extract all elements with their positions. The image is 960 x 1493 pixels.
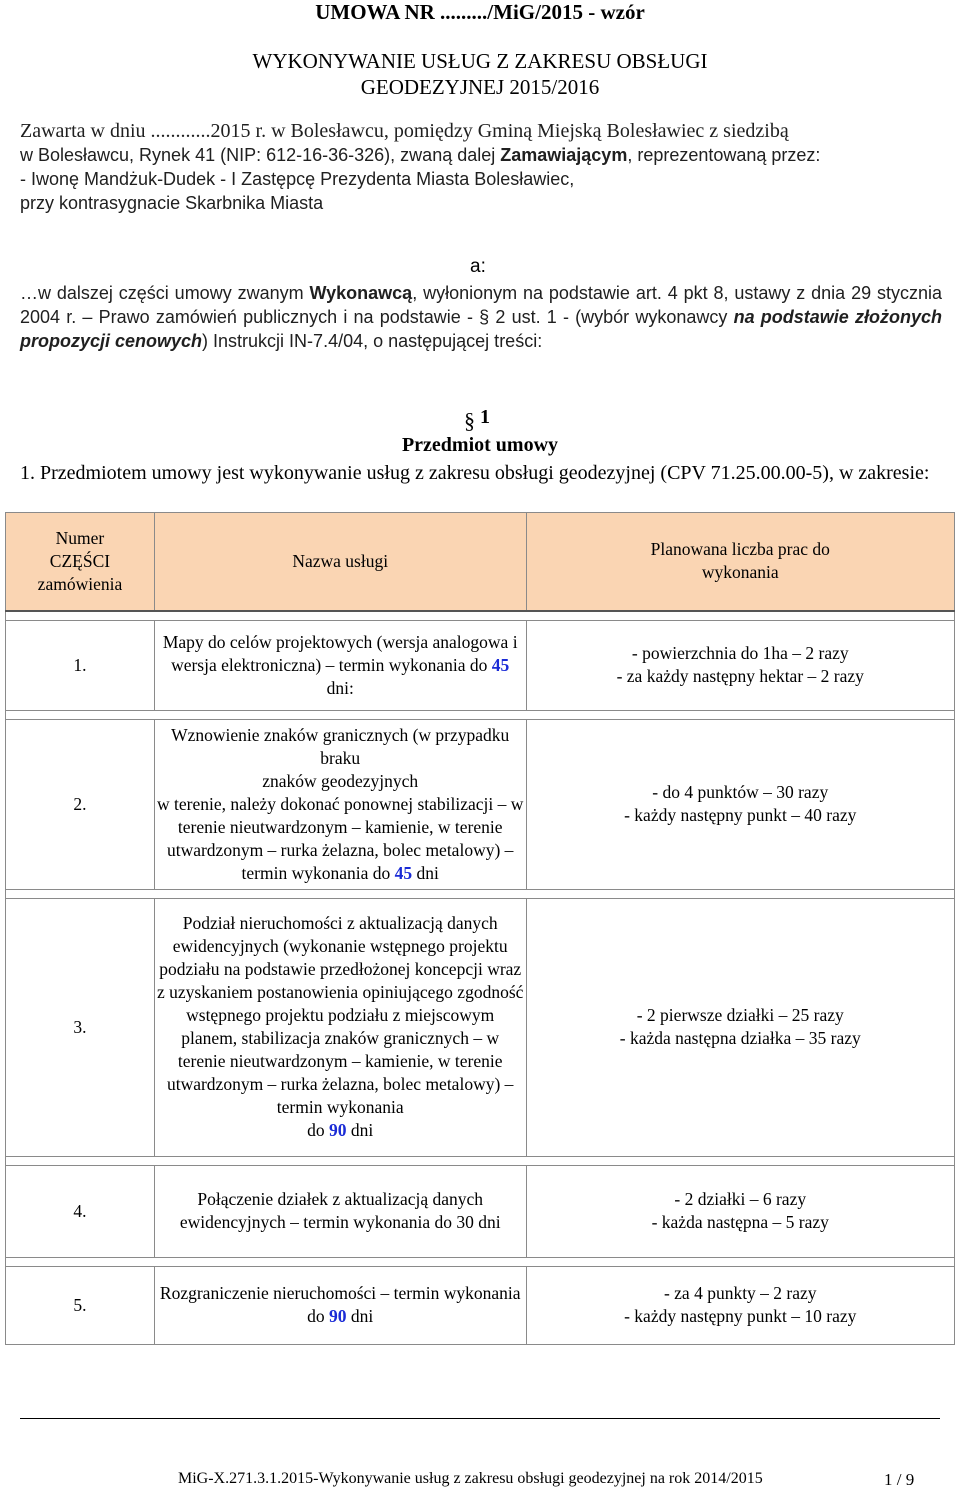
- header-number: [6, 513, 155, 611]
- service-name: [154, 898, 526, 1156]
- document-subject-title-line2: GEODEZYJNEJ 2015/2016: [360, 75, 600, 99]
- service-name: [154, 719, 526, 889]
- planned-count-line: - każda następna – 5 razy: [651, 1212, 829, 1232]
- header-service-name: Nazwa usługi: [154, 513, 526, 611]
- service-name-line: [155, 770, 526, 793]
- service-name: [154, 620, 526, 710]
- service-name-text: Rozgraniczenie nieruchomości – termin wykonania: [159, 1283, 521, 1303]
- footer-rule: [20, 1418, 940, 1419]
- intro-line-1: [20, 119, 945, 143]
- table-row: [6, 620, 955, 710]
- row-spacer-cell: [6, 611, 955, 621]
- row-spacer: [6, 710, 955, 719]
- service-name-line: [155, 839, 526, 862]
- service-name-line: [155, 862, 526, 885]
- service-name-line: [155, 1004, 526, 1027]
- page-number: 1 / 9: [884, 1470, 915, 1489]
- service-name-text: ewidencyjnych (wykonanie wstępnego projektu: [172, 936, 508, 956]
- deadline-unit: dni: [412, 862, 439, 883]
- deadline-days: 45: [491, 654, 510, 675]
- contract-title: UMOWA NR ........./MiG/2015 - wzór: [315, 0, 645, 24]
- intro-address: w Bolesławcu, Rynek 41 (NIP: 612-16-36-326), zwaną dalej: [20, 145, 501, 165]
- service-name-line: [155, 793, 526, 816]
- row-number: 4.: [6, 1165, 155, 1257]
- section-sign: §: [464, 408, 475, 433]
- footer-reference: MiG-X.271.3.1.2015-Wykonywanie usług z zakresu obsługi geodezyjnej na rok 2014/2015: [178, 1470, 763, 1487]
- service-name-line: [155, 958, 526, 981]
- contractor-part2: , wyłonionym na podstawie art. 4 pkt 8, ustawy z dnia 29 stycznia 2004 r. – Prawo zamówień publicznych i na podstawie - § 2 ust. 1 - (wybór wykonawcy: [20, 283, 942, 327]
- row-spacer: [6, 1257, 955, 1266]
- header-count-line: wykonania: [701, 562, 779, 583]
- service-name-text: terenie nieutwardzonym – kamienie, w terenie: [177, 1051, 503, 1071]
- contractor-paragraph: [20, 281, 942, 353]
- service-name: [154, 1165, 526, 1257]
- row-spacer-cell: [6, 1156, 955, 1165]
- service-name-text: wstępnego projektu podziału z miejscowym: [186, 1005, 495, 1025]
- subject-paragraph: 1. Przedmiotem umowy jest wykonywanie usług z zakresu obsługi geodezyjnej (CPV 71.25.00.00-5), w zakresie:: [20, 462, 930, 484]
- service-name-line: dni:: [326, 677, 354, 698]
- service-name: [154, 1266, 526, 1344]
- service-name-text: do: [307, 1120, 329, 1140]
- service-name-line: [155, 1096, 526, 1119]
- party-separator-a: a:: [470, 256, 486, 277]
- planned-count: [526, 719, 955, 889]
- service-name-line: [155, 1119, 526, 1142]
- row-number: 1.: [6, 620, 155, 710]
- service-name-text: planem, stabilizacja znaków granicznych – w: [181, 1028, 500, 1048]
- service-name-text: wersja elektroniczna) – termin wykonania do: [171, 654, 492, 675]
- row-spacer-cell: [6, 889, 955, 898]
- header-count-line: Planowana liczba prac do: [650, 539, 830, 560]
- service-name-text: Podział nieruchomości z aktualizacją danych: [182, 913, 498, 933]
- deadline-days: 90: [329, 1306, 347, 1326]
- planned-count: [526, 1165, 955, 1257]
- ordering-party-term: Zamawiającym: [500, 145, 628, 165]
- intro-line-3: - Iwonę Mandżuk-Dudek - I Zastępcę Prezydenta Miasta Bolesławiec,: [20, 169, 575, 189]
- planned-count-line: - każdy następny punkt – 40 razy: [624, 805, 857, 825]
- document-subject-title-line1: WYKONYWANIE USŁUG Z ZAKRESU OBSŁUGI: [252, 49, 708, 73]
- intro-line-2: [20, 143, 945, 167]
- service-name-line: [155, 981, 526, 1004]
- contractor-italic: na podstawie złożonych propozycji cenowych: [20, 307, 943, 351]
- service-name-line: [155, 1073, 526, 1096]
- header-number-line: zamówienia: [37, 573, 123, 594]
- row-spacer-cell: [6, 710, 955, 719]
- contractor-part1: …w dalszej części umowy zwanym: [20, 283, 310, 303]
- intro-line-4: przy kontrasygnacie Skarbnika Miasta: [20, 193, 324, 213]
- deadline-unit: dni: [346, 1120, 374, 1140]
- planned-count: [526, 620, 955, 710]
- header-planned-count: [526, 513, 955, 611]
- service-name-text: ewidencyjnych – termin wykonania do 30 dni: [179, 1212, 501, 1232]
- service-name-line: [155, 912, 526, 935]
- intro-date-prefix: Zawarta w dniu ..........: [20, 120, 201, 142]
- document-subject-title: [60, 48, 900, 100]
- service-name-text: termin wykonania: [276, 1097, 404, 1117]
- table-row: [6, 1266, 955, 1344]
- service-name-line: [155, 816, 526, 839]
- service-name-line: [155, 631, 526, 654]
- service-name-text: z uzyskaniem postanowienia opiniującego zgodność: [156, 982, 524, 1002]
- row-spacer: [6, 611, 955, 621]
- header-number-line: Numer: [55, 527, 105, 548]
- service-name-line: [155, 935, 526, 958]
- service-name-text: podziału na podstawie przedłożonej koncepcji wraz: [159, 959, 522, 979]
- table-row: [6, 898, 955, 1156]
- row-number: 2.: [6, 719, 155, 889]
- planned-count: [526, 1266, 955, 1344]
- intro-date-rest: ..2015 r. w Bolesławcu, pomiędzy Gminą Miejską Bolesławiec z siedzibą: [200, 120, 789, 142]
- service-name-line: [155, 654, 526, 677]
- row-number: 5.: [6, 1266, 155, 1344]
- service-name-line: [155, 724, 526, 770]
- table-row: [6, 719, 955, 889]
- row-spacer: [6, 1156, 955, 1165]
- planned-count-line: - za 4 punkty – 2 razy: [663, 1283, 817, 1303]
- service-name-text: utwardzonym – rurka żelazna, bolec metalowy) –: [166, 839, 514, 860]
- service-name-line: [155, 1027, 526, 1050]
- planned-count-line: - 2 pierwsze działki – 25 razy: [636, 1005, 844, 1025]
- contractor-part3: ) Instrukcji IN-7.4/04, o następującej treści:: [202, 331, 543, 351]
- row-number: 3.: [6, 898, 155, 1156]
- deadline-unit: dni: [346, 1306, 374, 1326]
- planned-count-line: - 2 działki – 6 razy: [674, 1189, 807, 1209]
- deadline-days: 90: [329, 1120, 347, 1140]
- row-spacer: [6, 889, 955, 898]
- intro-paragraph: [20, 119, 945, 215]
- contractor-term: Wykonawcą: [309, 283, 413, 303]
- planned-count-line: - za każdy następny hektar – 2 razy: [616, 666, 864, 686]
- service-name-text: termin wykonania do: [241, 862, 395, 883]
- service-name-text: Połączenie działek z aktualizacją danych: [197, 1189, 484, 1209]
- service-name-line: [155, 1211, 526, 1234]
- service-name-text: w terenie, należy dokonać ponownej stabilizacji – w: [156, 793, 524, 814]
- service-name-text: terenie nieutwardzonym – kamienie, w terenie: [177, 816, 503, 837]
- service-name-line: [155, 1050, 526, 1073]
- service-name-line: [155, 1188, 526, 1211]
- header-number-line: CZĘŚCI: [49, 550, 111, 571]
- section-number: 1: [480, 406, 490, 428]
- table-row: [6, 1165, 955, 1257]
- deadline-days: 45: [394, 862, 413, 883]
- section-title: Przedmiot umowy: [401, 434, 559, 456]
- services-table: [5, 512, 955, 1345]
- planned-count-line: - każdy następny punkt – 10 razy: [624, 1306, 857, 1326]
- planned-count: [526, 898, 955, 1156]
- service-name-text: utwardzonym – rurka żelazna, bolec metalowy) –: [166, 1074, 514, 1094]
- service-name-text: do: [307, 1306, 329, 1326]
- service-name-text: Mapy do celów projektowych (wersja analogowa i: [162, 631, 518, 652]
- intro-represented: , reprezentowaną przez:: [627, 145, 821, 165]
- service-name-text: znaków geodezyjnych: [262, 770, 419, 791]
- service-name-line: [155, 1282, 526, 1305]
- planned-count-line: - powierzchnia do 1ha – 2 razy: [631, 643, 849, 663]
- service-name-line: [155, 1305, 526, 1328]
- row-spacer-cell: [6, 1257, 955, 1266]
- service-name-text: Wznowienie znaków granicznych (w przypadku braku: [171, 724, 510, 768]
- planned-count-line: - do 4 punktów – 30 razy: [652, 782, 829, 802]
- planned-count-line: - każda następna działka – 35 razy: [619, 1028, 861, 1048]
